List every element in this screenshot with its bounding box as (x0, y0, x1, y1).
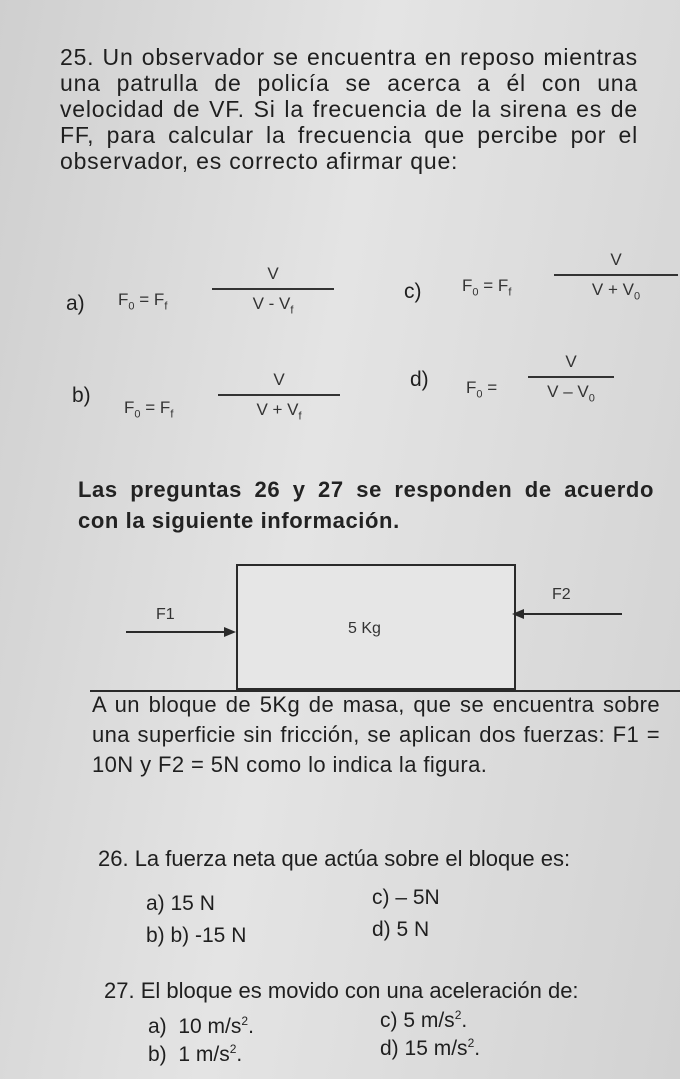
option-c-lhs-sub: 0 (472, 286, 479, 299)
option-a-den-sub: f (290, 304, 294, 317)
q27-option-c-letter: c) (380, 1009, 398, 1032)
option-c-lhs-symbol: F (462, 276, 473, 295)
force-f1-label: F1 (156, 606, 175, 623)
q27-option-c-exponent: 2 (454, 1008, 462, 1022)
option-a-numerator: V (267, 264, 279, 283)
option-b-rhs-sub: f (170, 408, 174, 421)
option-b-den-sub: f (298, 410, 302, 423)
option-a-lhs-symbol: F (118, 290, 129, 309)
option-d-lhs-symbol: F (466, 378, 477, 397)
option-a-den-main: V - V (252, 294, 291, 313)
option-c-letter: c) (404, 280, 422, 303)
q27-option-a (148, 1014, 254, 1039)
q27-option-c-end: . (461, 1009, 468, 1032)
q27-option-b-exponent: 2 (229, 1042, 237, 1056)
option-a-denominator (212, 294, 334, 316)
problem-description: A un bloque de 5Kg de masa, que se encuentra sobre una superficie sin fricción, se aplican dos fuerzas: F1 = 10N y F2 = 5N como lo indica la figura. (92, 692, 660, 777)
section-intro: Las preguntas 26 y 27 se responden de acuerdo con la siguiente información. (78, 477, 654, 533)
question-27-title: 27. El bloque es movido con una aceleración de: (104, 978, 579, 1003)
q27-option-b-letter: b) (148, 1043, 167, 1066)
option-c-den-sub: 0 (633, 290, 641, 303)
option-a-rhs-symbol: F (153, 290, 165, 309)
option-a-fraction (212, 264, 334, 316)
option-a-fraction-bar (212, 288, 334, 290)
option-a-eq: = (139, 290, 150, 309)
q27-option-b-end: . (236, 1043, 243, 1066)
option-d-fraction (528, 352, 614, 404)
option-b-fraction (218, 370, 340, 422)
q27-option-d (380, 1036, 480, 1061)
option-c-lhs (462, 276, 511, 298)
question-25-text: 25. Un observador se encuentra en reposo mientras una patrulla de policía se acerca a él con una velocidad de VF. Si la frecuencia de la sirena es de FF, para calcular la frecuencia que percibe por el observador, es correcto afirmar que: (60, 44, 638, 174)
option-c-denominator (554, 280, 678, 302)
option-c-fraction (554, 250, 678, 302)
option-b-lhs-sub: 0 (134, 408, 141, 421)
force-arrows (90, 560, 680, 700)
option-b-rhs-symbol: F (159, 398, 171, 417)
option-b-letter: b) (72, 384, 91, 407)
option-d-lhs-sub: 0 (476, 388, 483, 401)
q26-option-a: a) 15 N (146, 892, 215, 915)
option-c-den-main: V + V (591, 280, 634, 299)
option-b-den-main: V + V (256, 400, 299, 419)
q27-option-c-value: 5 m/s (403, 1009, 455, 1032)
force-f2-arrowhead (512, 609, 524, 619)
option-d-den-sub: 0 (588, 392, 595, 405)
q27-option-a-exponent: 2 (241, 1014, 249, 1028)
force-f1-arrowhead (224, 627, 236, 637)
option-b-denominator (218, 400, 340, 422)
option-a-rhs-sub: f (164, 300, 168, 313)
option-b-fraction-bar (218, 394, 340, 396)
q27-option-b (148, 1042, 242, 1067)
option-a-lhs (118, 290, 167, 312)
option-b-eq: = (145, 398, 156, 417)
option-d-letter: d) (410, 368, 429, 391)
option-d-lhs (466, 378, 497, 400)
option-d-fraction-bar (528, 376, 614, 378)
q26-option-d: d) 5 N (372, 918, 430, 941)
option-c-eq: = (483, 276, 494, 295)
option-d-numerator: V (565, 352, 577, 371)
q27-option-a-letter: a) (148, 1015, 167, 1038)
option-a-letter: a) (66, 292, 85, 315)
q27-option-a-value: 10 m/s (178, 1015, 242, 1038)
option-c-rhs-symbol: F (497, 276, 509, 295)
q27-option-a-end: . (248, 1015, 254, 1038)
option-c-fraction-bar (554, 274, 678, 276)
option-b-lhs (124, 398, 173, 420)
q27-option-d-letter: d) (380, 1037, 399, 1060)
option-c-numerator: V (610, 250, 622, 269)
option-b-numerator: V (273, 370, 285, 389)
option-c-rhs-sub: f (508, 286, 512, 299)
option-b-lhs-symbol: F (124, 398, 135, 417)
option-d-den-main: V – V (547, 382, 589, 401)
q27-option-d-exponent: 2 (467, 1036, 475, 1050)
block-mass-label: 5 Kg (348, 620, 381, 637)
option-a-lhs-sub: 0 (128, 300, 135, 313)
option-d-denominator (528, 382, 614, 404)
q27-option-c (380, 1008, 467, 1033)
q27-option-b-value: 1 m/s (178, 1043, 230, 1066)
q27-option-d-end: . (474, 1037, 481, 1060)
q26-option-c: c) – 5N (372, 886, 440, 909)
option-d-eq: = (487, 378, 498, 397)
force-diagram (90, 560, 680, 700)
question-26-title: 26. La fuerza neta que actúa sobre el bloque es: (98, 846, 571, 871)
force-f2-label: F2 (552, 586, 571, 603)
q26-option-b: b) b) -15 N (146, 924, 247, 947)
q27-option-d-value: 15 m/s (404, 1037, 468, 1060)
